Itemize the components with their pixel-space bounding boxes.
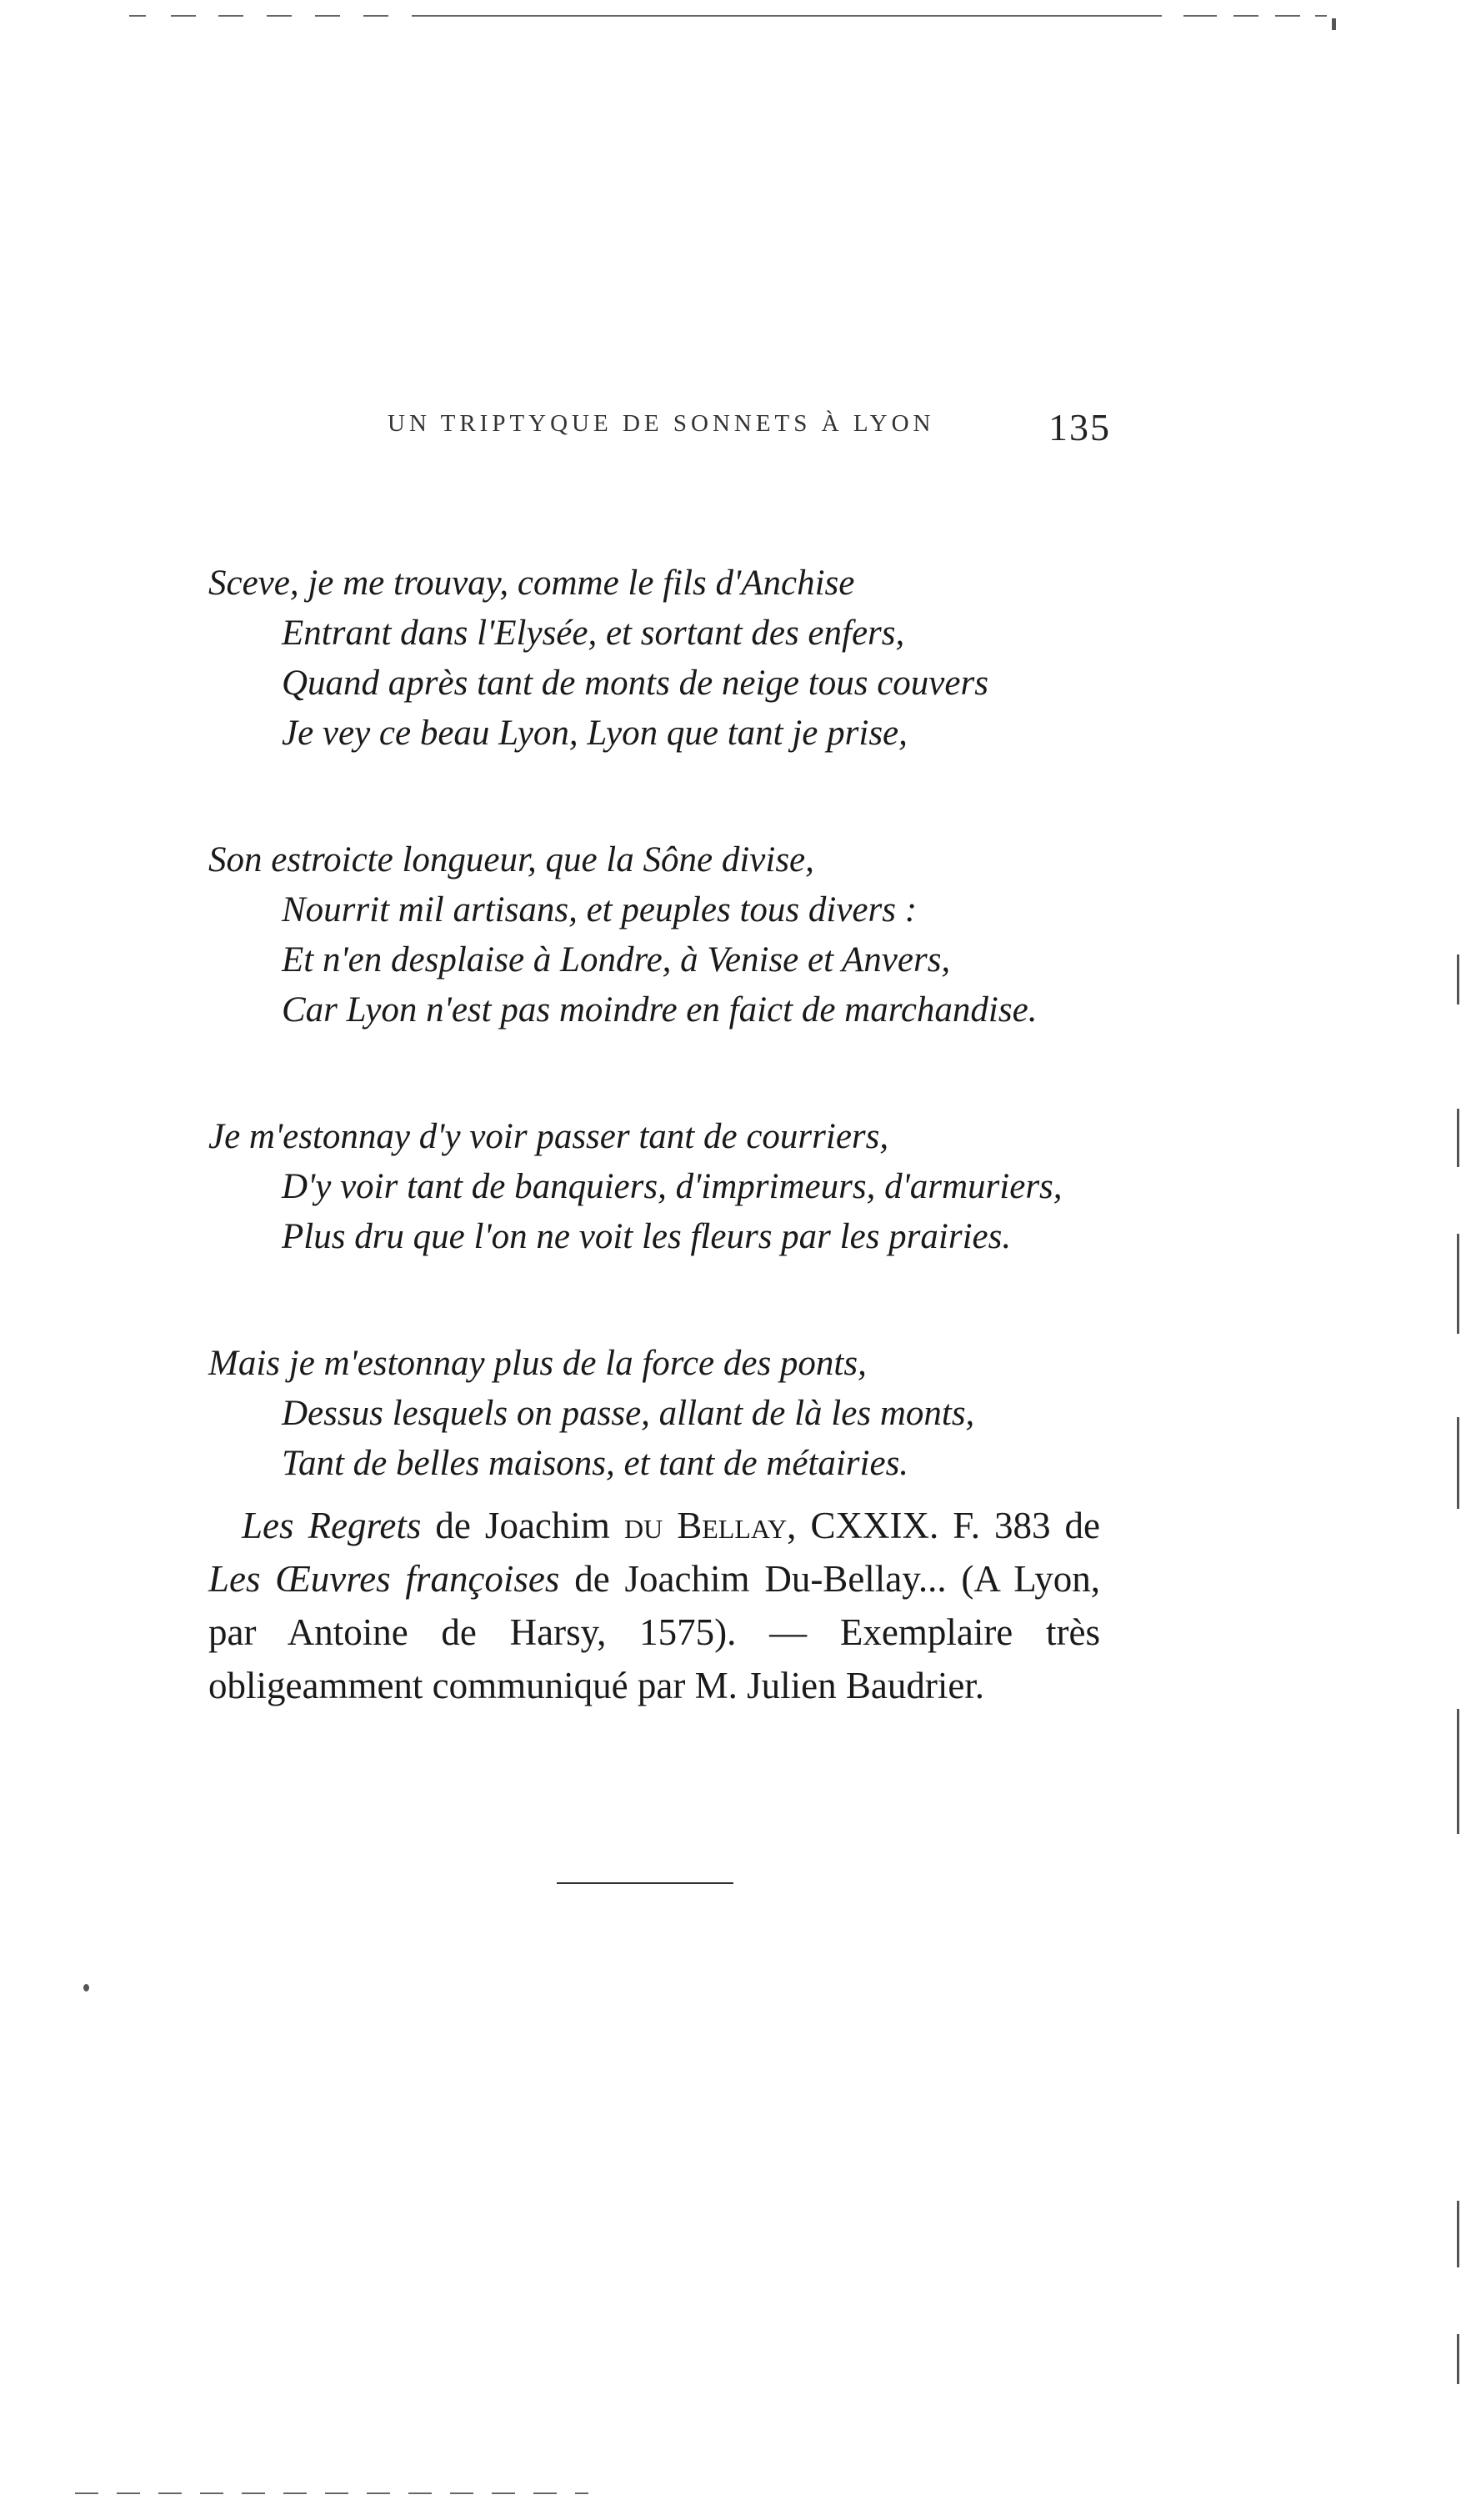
scan-border-top (0, 15, 1466, 18)
source-citation (208, 1499, 1100, 1712)
scan-edge-line (1457, 1417, 1459, 1509)
page-number: 135 (1048, 406, 1111, 448)
verse-line: Sceve, je me trouvay, comme le fils d'Anchise (208, 564, 855, 603)
tercet-1 (208, 1112, 1175, 1262)
verse-line: Je m'estonnay d'y voir passer tant de courriers, (208, 1117, 889, 1156)
scan-edge-line (1457, 1234, 1459, 1334)
author-name: du Bellay (623, 1505, 788, 1546)
verse-line: Et n'en desplaise à Londre, à Venise et Anvers, (282, 940, 951, 979)
verse-line: Quand après tant de monts de neige tous couvers (282, 664, 988, 703)
work-title: Les Regrets (242, 1505, 422, 1546)
scan-edge-line (1457, 2201, 1459, 2267)
verse-line: Nourrit mil artisans, et peuples tous divers : (282, 890, 918, 929)
citation-text: de Joachim (421, 1505, 624, 1546)
running-title: UN TRIPTYQUE DE SONNETS À LYON (388, 410, 935, 437)
tercet-2 (208, 1339, 1175, 1489)
edition-title: Les Œuvres françoises (208, 1558, 560, 1600)
verse-line: Mais je m'estonnay plus de la force des ponts, (208, 1344, 867, 1383)
sonnet (208, 559, 1175, 1489)
verse-line: Car Lyon n'est pas moindre en faict de marchandise. (282, 990, 1038, 1030)
verse-line: D'y voir tant de banquiers, d'imprimeurs, d'armuriers, (282, 1167, 1063, 1206)
scan-border-bottom (0, 2492, 1466, 2496)
end-rule (557, 1882, 733, 1884)
verse-line: Son estroicte longueur, que la Sône divise, (208, 840, 814, 879)
verse-line: Tant de belles maisons, et tant de métairies. (282, 1444, 909, 1483)
citation-text: de Joachim Du-Bellay... (A Lyon, par Antoine de Harsy, 1575). — Exemplaire très obligeamment communiqué par M. Julien Baudrier. (208, 1558, 1100, 1706)
scan-edge-line (1457, 1109, 1459, 1167)
verse-line: Entrant dans l'Elysée, et sortant des enfers, (282, 614, 905, 653)
scan-edge-line (1457, 954, 1459, 1004)
verse-line: Plus dru que l'on ne voit les fleurs par les prairies. (282, 1217, 1012, 1256)
quatrain-2 (208, 835, 1175, 1035)
scan-edge-line (1457, 1709, 1459, 1834)
scan-speck (1332, 18, 1336, 30)
verse-line: Dessus lesquels on passe, allant de là les monts, (282, 1394, 975, 1433)
quatrain-1 (208, 559, 1175, 759)
verse-line: Je vey ce beau Lyon, Lyon que tant je prise, (282, 714, 908, 753)
citation-text: , CXXIX. F. 383 de (787, 1505, 1101, 1546)
scan-speck (83, 1984, 89, 1991)
scan-edge-line (1457, 2334, 1459, 2384)
